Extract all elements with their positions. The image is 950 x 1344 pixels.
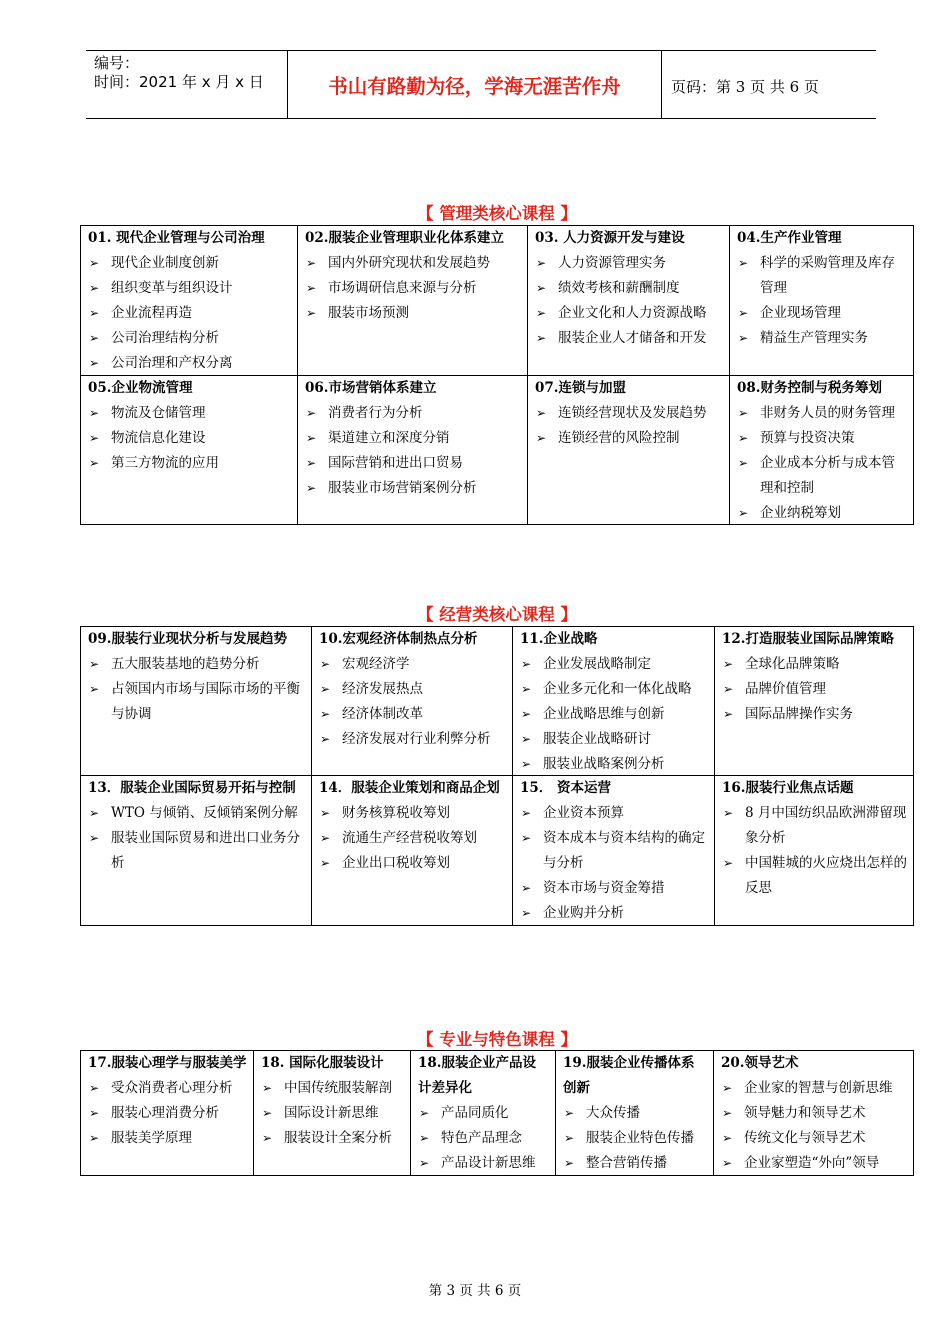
list-item: ➢ 产品设计新思维	[418, 1151, 549, 1176]
arrow-bullet-icon: ➢	[723, 657, 734, 671]
list-item: ➢ 传统文化与领导艺术	[721, 1126, 907, 1151]
course-title: 08.财务控制与税务筹划	[737, 380, 882, 396]
course-topic-list	[305, 251, 521, 326]
arrow-bullet-icon: ➢	[521, 831, 532, 845]
course-topic-list	[722, 801, 907, 901]
course-cell	[555, 1051, 713, 1175]
course-title: 17.服装心理学与服装美学	[88, 1055, 247, 1071]
course-cell	[527, 226, 729, 375]
table-row	[81, 1051, 913, 1175]
arrow-bullet-icon: ➢	[738, 406, 749, 420]
course-cell	[714, 627, 913, 775]
arrow-bullet-icon: ➢	[738, 331, 749, 345]
list-item: ➢ 国内外研究现状和发展趋势	[305, 251, 521, 276]
list-item: ➢ 服装企业特色传播	[563, 1126, 707, 1151]
page-footer: 第 3 页 共 6 页	[428, 1283, 522, 1299]
list-item: ➢ 全球化品牌策略	[722, 652, 907, 677]
course-title: 09.服装行业现状分析与发展趋势	[88, 631, 287, 647]
course-title: 05.企业物流管理	[88, 380, 193, 396]
course-topic-list	[88, 801, 305, 876]
list-item: ➢ 经济发展热点	[319, 677, 506, 702]
list-item: ➢ 国际品牌操作实务	[722, 702, 907, 727]
course-title: 19.服装企业传播体系创新	[563, 1055, 695, 1096]
arrow-bullet-icon: ➢	[564, 1106, 575, 1120]
arrow-bullet-icon: ➢	[320, 707, 331, 721]
arrow-bullet-icon: ➢	[89, 256, 100, 270]
arrow-bullet-icon: ➢	[722, 1131, 733, 1145]
list-item: ➢ 财务核算税收筹划	[319, 801, 506, 826]
arrow-bullet-icon: ➢	[89, 831, 100, 845]
header-page-cell	[661, 51, 876, 118]
list-item: ➢ 服装企业战略研讨	[520, 727, 708, 752]
course-cell	[81, 1051, 253, 1175]
course-cell	[512, 776, 714, 925]
course-topic-list	[261, 1076, 404, 1151]
list-item: ➢ 受众消费者心理分析	[88, 1076, 247, 1101]
section-title-operations: 【 经营类核心课程 】	[417, 605, 577, 624]
arrow-bullet-icon: ➢	[306, 481, 317, 495]
list-item: ➢ 物流及仓储管理	[88, 401, 291, 426]
course-title: 01. 现代企业管理与公司治理	[88, 230, 265, 246]
management-course-table	[80, 225, 914, 525]
course-cell	[713, 1051, 913, 1175]
list-item: ➢ 第三方物流的应用	[88, 451, 291, 476]
table-row	[81, 775, 913, 925]
arrow-bullet-icon: ➢	[536, 281, 547, 295]
arrow-bullet-icon: ➢	[521, 881, 532, 895]
list-item: ➢ 预算与投资决策	[737, 426, 907, 451]
arrow-bullet-icon: ➢	[738, 506, 749, 520]
list-item: ➢ 企业多元化和一体化战略	[520, 677, 708, 702]
course-cell	[297, 376, 527, 524]
course-cell	[311, 776, 512, 925]
list-item: ➢ 连锁经营的风险控制	[535, 426, 723, 451]
header-page-number: 页码：第 3 页 共 6 页	[671, 78, 819, 96]
table-row	[81, 627, 913, 775]
course-topic-list	[563, 1101, 707, 1176]
arrow-bullet-icon: ➢	[89, 456, 100, 470]
course-title: 20.领导艺术	[721, 1055, 799, 1071]
arrow-bullet-icon: ➢	[262, 1106, 273, 1120]
course-cell	[729, 376, 913, 524]
list-item: ➢ 企业家塑造“外向”领导	[721, 1151, 907, 1176]
arrow-bullet-icon: ➢	[306, 456, 317, 470]
list-item: ➢ 企业家的智慧与创新思维	[721, 1076, 907, 1101]
list-item: ➢ 服装美学原理	[88, 1126, 247, 1151]
list-item: ➢ 服装业市场营销案例分析	[305, 476, 521, 501]
list-item: ➢ 服装心理消费分析	[88, 1101, 247, 1126]
course-cell	[81, 376, 297, 524]
arrow-bullet-icon: ➢	[320, 806, 331, 820]
course-title: 03. 人力资源开发与建设	[535, 230, 685, 246]
course-title: 14．服装企业策划和商品企划	[319, 780, 500, 796]
list-item: ➢ 领导魅力和领导艺术	[721, 1101, 907, 1126]
course-title: 10.宏观经济体制热点分析	[319, 631, 478, 647]
list-item: ➢ 人力资源管理实务	[535, 251, 723, 276]
header-motto-cell	[287, 51, 662, 118]
arrow-bullet-icon: ➢	[738, 306, 749, 320]
arrow-bullet-icon: ➢	[89, 356, 100, 370]
course-topic-list	[520, 652, 708, 777]
arrow-bullet-icon: ➢	[306, 281, 317, 295]
table-row	[81, 226, 913, 375]
arrow-bullet-icon: ➢	[89, 1081, 100, 1095]
list-item: ➢ 物流信息化建设	[88, 426, 291, 451]
list-item: ➢ 特色产品理念	[418, 1126, 549, 1151]
arrow-bullet-icon: ➢	[89, 1106, 100, 1120]
course-title: 07.连锁与加盟	[535, 380, 626, 396]
course-topic-list	[319, 652, 506, 752]
course-cell	[311, 627, 512, 775]
course-topic-list	[418, 1101, 549, 1176]
specialty-course-table	[80, 1050, 914, 1176]
page-header	[86, 50, 876, 119]
list-item: ➢ 企业成本分析与成本管理和控制	[737, 451, 907, 501]
course-title: 13．服装企业国际贸易开拓与控制	[88, 780, 296, 796]
arrow-bullet-icon: ➢	[89, 281, 100, 295]
arrow-bullet-icon: ➢	[89, 1131, 100, 1145]
arrow-bullet-icon: ➢	[89, 306, 100, 320]
list-item: ➢ 绩效考核和薪酬制度	[535, 276, 723, 301]
arrow-bullet-icon: ➢	[419, 1131, 430, 1145]
course-title: 06.市场营销体系建立	[305, 380, 437, 396]
list-item: ➢ 中国传统服装解剖	[261, 1076, 404, 1101]
course-topic-list	[722, 652, 907, 727]
document-number-label: 编号：	[94, 54, 140, 72]
list-item: ➢ 消费者行为分析	[305, 401, 521, 426]
arrow-bullet-icon: ➢	[262, 1081, 273, 1095]
list-item: ➢ 服装市场预测	[305, 301, 521, 326]
course-title: 16.服装行业焦点话题	[722, 780, 854, 796]
list-item: ➢ 8 月中国纺织品欧洲滞留现象分析	[722, 801, 907, 851]
arrow-bullet-icon: ➢	[521, 757, 532, 771]
header-meta	[86, 51, 286, 118]
list-item: ➢ 企业购并分析	[520, 901, 708, 926]
list-item: ➢ 非财务人员的财务管理	[737, 401, 907, 426]
list-item: ➢ 科学的采购管理及库存管理	[737, 251, 907, 301]
course-topic-list	[88, 251, 291, 376]
section-title-specialty: 【 专业与特色课程 】	[417, 1030, 577, 1049]
course-topic-list	[319, 801, 506, 876]
arrow-bullet-icon: ➢	[521, 906, 532, 920]
list-item: ➢ 精益生产管理实务	[737, 326, 907, 351]
course-topic-list	[88, 401, 291, 476]
arrow-bullet-icon: ➢	[723, 806, 734, 820]
arrow-bullet-icon: ➢	[320, 732, 331, 746]
list-item: ➢ 市场调研信息来源与分析	[305, 276, 521, 301]
list-item: ➢ 经济发展对行业利弊分析	[319, 727, 506, 752]
list-item: ➢ 企业流程再造	[88, 301, 291, 326]
arrow-bullet-icon: ➢	[320, 831, 331, 845]
arrow-bullet-icon: ➢	[722, 1081, 733, 1095]
arrow-bullet-icon: ➢	[738, 456, 749, 470]
arrow-bullet-icon: ➢	[306, 406, 317, 420]
arrow-bullet-icon: ➢	[89, 406, 100, 420]
list-item: ➢ 经济体制改革	[319, 702, 506, 727]
list-item: ➢ 国际设计新思维	[261, 1101, 404, 1126]
course-cell	[527, 376, 729, 524]
course-cell	[729, 226, 913, 375]
course-topic-list	[721, 1076, 907, 1176]
course-title: 18. 国际化服装设计	[261, 1055, 384, 1071]
list-item: ➢ 流通生产经营税收筹划	[319, 826, 506, 851]
arrow-bullet-icon: ➢	[536, 431, 547, 445]
arrow-bullet-icon: ➢	[521, 682, 532, 696]
course-cell	[81, 627, 311, 775]
arrow-bullet-icon: ➢	[419, 1106, 430, 1120]
arrow-bullet-icon: ➢	[89, 657, 100, 671]
arrow-bullet-icon: ➢	[89, 331, 100, 345]
arrow-bullet-icon: ➢	[306, 431, 317, 445]
course-title: 11.企业战略	[520, 631, 598, 647]
course-cell	[714, 776, 913, 925]
course-title: 18.服装企业产品设计差异化	[418, 1055, 536, 1096]
arrow-bullet-icon: ➢	[723, 856, 734, 870]
arrow-bullet-icon: ➢	[306, 256, 317, 270]
table-row	[81, 375, 913, 524]
course-title: 04.生产作业管理	[737, 230, 842, 246]
list-item: ➢ 企业纳税筹划	[737, 501, 907, 526]
list-item: ➢ 中国鞋城的火应烧出怎样的反思	[722, 851, 907, 901]
course-title: 02.服装企业管理职业化体系建立	[305, 230, 504, 246]
operations-course-table	[80, 626, 914, 926]
list-item: ➢ 产品同质化	[418, 1101, 549, 1126]
course-topic-list	[535, 401, 723, 451]
course-cell	[410, 1051, 555, 1175]
arrow-bullet-icon: ➢	[521, 707, 532, 721]
list-item: ➢ 服装设计全案分析	[261, 1126, 404, 1151]
arrow-bullet-icon: ➢	[320, 856, 331, 870]
list-item: ➢ 大众传播	[563, 1101, 707, 1126]
arrow-bullet-icon: ➢	[564, 1156, 575, 1170]
list-item: ➢ 服装业国际贸易和进出口业务分析	[88, 826, 305, 876]
document-time-label: 时间：2021 年 x 月 x 日	[94, 73, 264, 91]
list-item: ➢ WTO 与倾销、反倾销案例分解	[88, 801, 305, 826]
arrow-bullet-icon: ➢	[722, 1156, 733, 1170]
list-item: ➢ 服装企业人才储备和开发	[535, 326, 723, 351]
course-title: 15． 资本运营	[520, 780, 611, 796]
course-topic-list	[737, 401, 907, 526]
arrow-bullet-icon: ➢	[536, 331, 547, 345]
list-item: ➢ 公司治理结构分析	[88, 326, 291, 351]
arrow-bullet-icon: ➢	[521, 806, 532, 820]
course-cell	[81, 776, 311, 925]
list-item: ➢ 国际营销和进出口贸易	[305, 451, 521, 476]
arrow-bullet-icon: ➢	[536, 306, 547, 320]
arrow-bullet-icon: ➢	[521, 657, 532, 671]
arrow-bullet-icon: ➢	[536, 256, 547, 270]
list-item: ➢ 占领国内市场与国际市场的平衡与协调	[88, 677, 305, 727]
arrow-bullet-icon: ➢	[320, 682, 331, 696]
course-topic-list	[520, 801, 708, 926]
header-motto: 书山有路勤为径，学海无涯苦作舟	[328, 75, 621, 98]
arrow-bullet-icon: ➢	[320, 657, 331, 671]
arrow-bullet-icon: ➢	[536, 406, 547, 420]
arrow-bullet-icon: ➢	[306, 306, 317, 320]
arrow-bullet-icon: ➢	[723, 707, 734, 721]
list-item: ➢ 渠道建立和深度分销	[305, 426, 521, 451]
list-item: ➢ 企业战略思维与创新	[520, 702, 708, 727]
arrow-bullet-icon: ➢	[564, 1131, 575, 1145]
list-item: ➢ 组织变革与组织设计	[88, 276, 291, 301]
course-topic-list	[305, 401, 521, 501]
arrow-bullet-icon: ➢	[521, 732, 532, 746]
list-item: ➢ 公司治理和产权分离	[88, 351, 291, 376]
arrow-bullet-icon: ➢	[89, 806, 100, 820]
arrow-bullet-icon: ➢	[419, 1156, 430, 1170]
course-cell	[81, 226, 297, 375]
course-topic-list	[737, 251, 907, 351]
list-item: ➢ 企业现场管理	[737, 301, 907, 326]
arrow-bullet-icon: ➢	[722, 1106, 733, 1120]
arrow-bullet-icon: ➢	[738, 431, 749, 445]
course-topic-list	[535, 251, 723, 351]
list-item: ➢ 连锁经营现状及发展趋势	[535, 401, 723, 426]
course-topic-list	[88, 1076, 247, 1151]
course-cell	[253, 1051, 410, 1175]
list-item: ➢ 企业资本预算	[520, 801, 708, 826]
list-item: ➢ 企业文化和人力资源战略	[535, 301, 723, 326]
arrow-bullet-icon: ➢	[262, 1131, 273, 1145]
arrow-bullet-icon: ➢	[89, 682, 100, 696]
course-cell	[297, 226, 527, 375]
list-item: ➢ 现代企业制度创新	[88, 251, 291, 276]
course-cell	[512, 627, 714, 775]
course-topic-list	[88, 652, 305, 727]
list-item: ➢ 服装业战略案例分析	[520, 752, 708, 777]
arrow-bullet-icon: ➢	[738, 256, 749, 270]
list-item: ➢ 品牌价值管理	[722, 677, 907, 702]
list-item: ➢ 资本市场与资金筹措	[520, 876, 708, 901]
arrow-bullet-icon: ➢	[89, 431, 100, 445]
list-item: ➢ 企业出口税收筹划	[319, 851, 506, 876]
list-item: ➢ 整合营销传播	[563, 1151, 707, 1176]
arrow-bullet-icon: ➢	[723, 682, 734, 696]
course-title: 12.打造服装业国际品牌策略	[722, 631, 894, 647]
list-item: ➢ 五大服装基地的趋势分析	[88, 652, 305, 677]
list-item: ➢ 资本成本与资本结构的确定与分析	[520, 826, 708, 876]
list-item: ➢ 宏观经济学	[319, 652, 506, 677]
list-item: ➢ 企业发展战略制定	[520, 652, 708, 677]
section-title-management: 【 管理类核心课程 】	[417, 204, 577, 223]
